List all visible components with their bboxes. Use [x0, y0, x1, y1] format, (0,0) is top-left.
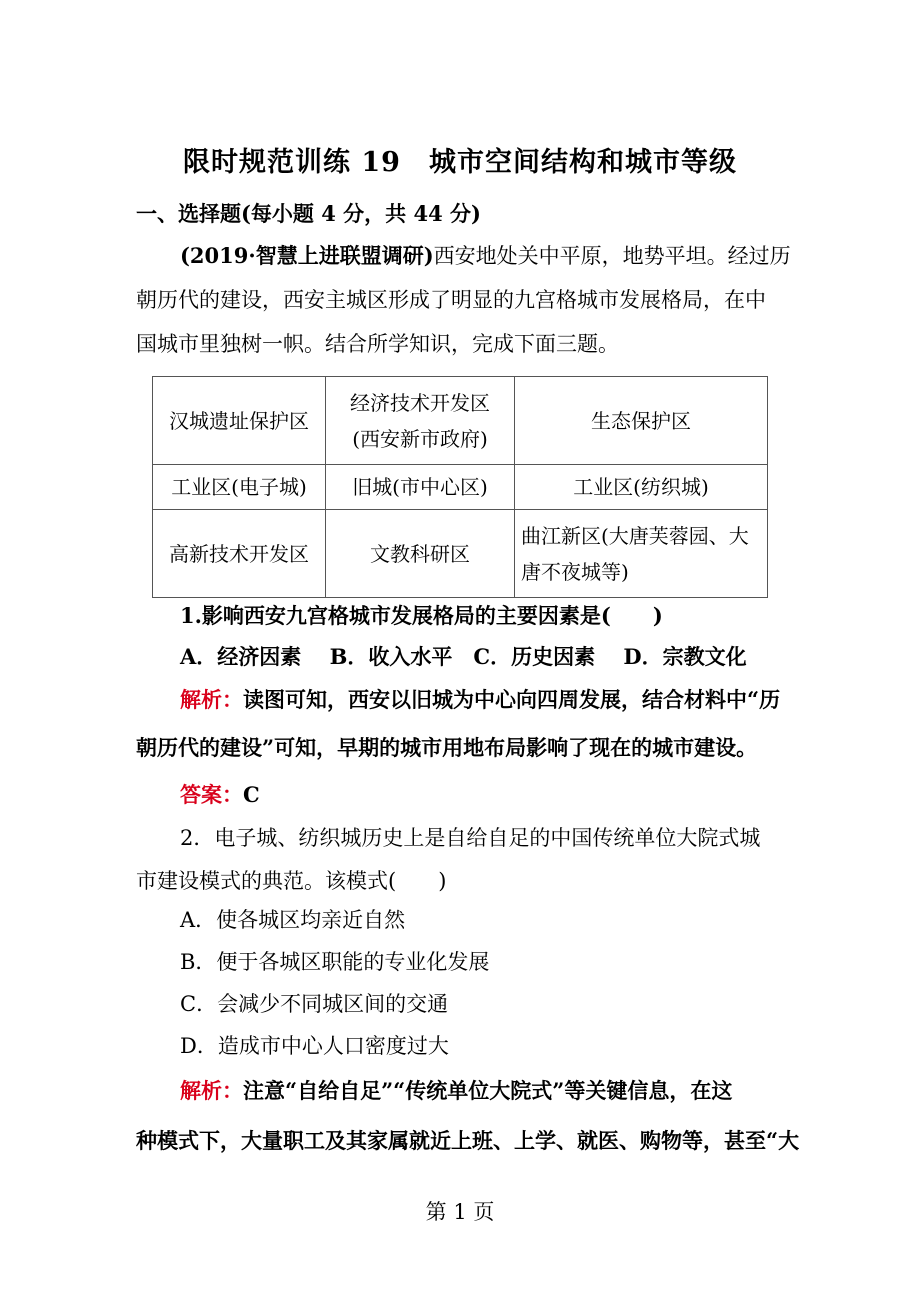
q2-analysis-text-1: 注意“自给自足”“传统单位大院式”等关键信息，在这 — [243, 1078, 733, 1103]
q1-analysis-line-1 — [180, 685, 800, 715]
table-cell: 高新技术开发区 — [153, 510, 326, 598]
q1-analysis-text-1: 读图可知，西安以旧城为中心向四周发展，结合材料中“历 — [243, 687, 781, 712]
q2-option-c: C．会减少不同城区间的交通 — [180, 992, 449, 1016]
table-cell — [515, 510, 768, 598]
q1-analysis-line-2: 朝历代的建设”可知，早期的城市用地布局影响了现在的城市建设。 — [136, 735, 758, 760]
page-number: 第 1 页 — [425, 1200, 495, 1224]
table-cell-line: 曲江新区(大唐芙蓉园、大 — [521, 523, 749, 548]
q1-options: A．经济因素 B．收入水平 C．历史因素 D．宗教文化 — [180, 644, 747, 669]
table-cell-line: 唐不夜城等) — [521, 559, 629, 584]
table-cell: 旧城(市中心区) — [326, 465, 515, 510]
table-cell — [326, 377, 515, 465]
q2-analysis-label: 解析： — [180, 1078, 243, 1103]
table-cell-line: 经济技术开发区 — [350, 390, 490, 415]
intro-source: (2019·智慧上进联盟调研) — [180, 243, 434, 268]
table-cell: 文教科研区 — [326, 510, 515, 598]
q1-answer-label: 答案： — [180, 782, 243, 807]
q1-stem: 1.影响西安九宫格城市发展格局的主要因素是( ) — [180, 603, 663, 628]
q1-answer — [180, 780, 840, 810]
q2-stem-line-2: 市建设模式的典范。该模式( ) — [136, 869, 447, 893]
q2-option-b: B．便于各城区职能的专业化发展 — [180, 950, 490, 974]
table-cell: 工业区(纺织城) — [515, 465, 768, 510]
section-heading: 一、选择题(每小题 4 分，共 44 分) — [136, 201, 481, 226]
q1-analysis-label: 解析： — [180, 687, 243, 712]
table-cell-line: (西安新市政府) — [352, 426, 488, 451]
q2-stem-line-1: 2．电子城、纺织城历史上是自给自足的中国传统单位大院式城 — [180, 826, 761, 850]
q2-analysis-line-1 — [180, 1076, 800, 1106]
page-title: 限时规范训练 19 城市空间结构和城市等级 — [183, 147, 737, 178]
q2-option-a: A．使各城区均亲近自然 — [180, 908, 406, 932]
table-cell: 工业区(电子城) — [153, 465, 326, 510]
intro-line-3: 国城市里独树一帜。结合所学知识，完成下面三题。 — [136, 332, 619, 356]
q2-option-d: D．造成市中心人口密度过大 — [180, 1034, 449, 1058]
intro-text-1: 西安地处关中平原，地势平坦。经过历 — [433, 244, 791, 268]
q1-answer-value: C — [243, 782, 260, 807]
city-layout-table — [152, 376, 768, 598]
intro-line-2: 朝历代的建设，西安主城区形成了明显的九宫格城市发展格局，在中 — [136, 288, 766, 312]
table-cell: 汉城遗址保护区 — [153, 377, 326, 465]
table-cell: 生态保护区 — [515, 377, 768, 465]
intro-line-1 — [180, 241, 800, 271]
q2-analysis-line-2: 种模式下，大量职工及其家属就近上班、上学、就医、购物等，甚至“大 — [136, 1128, 800, 1153]
